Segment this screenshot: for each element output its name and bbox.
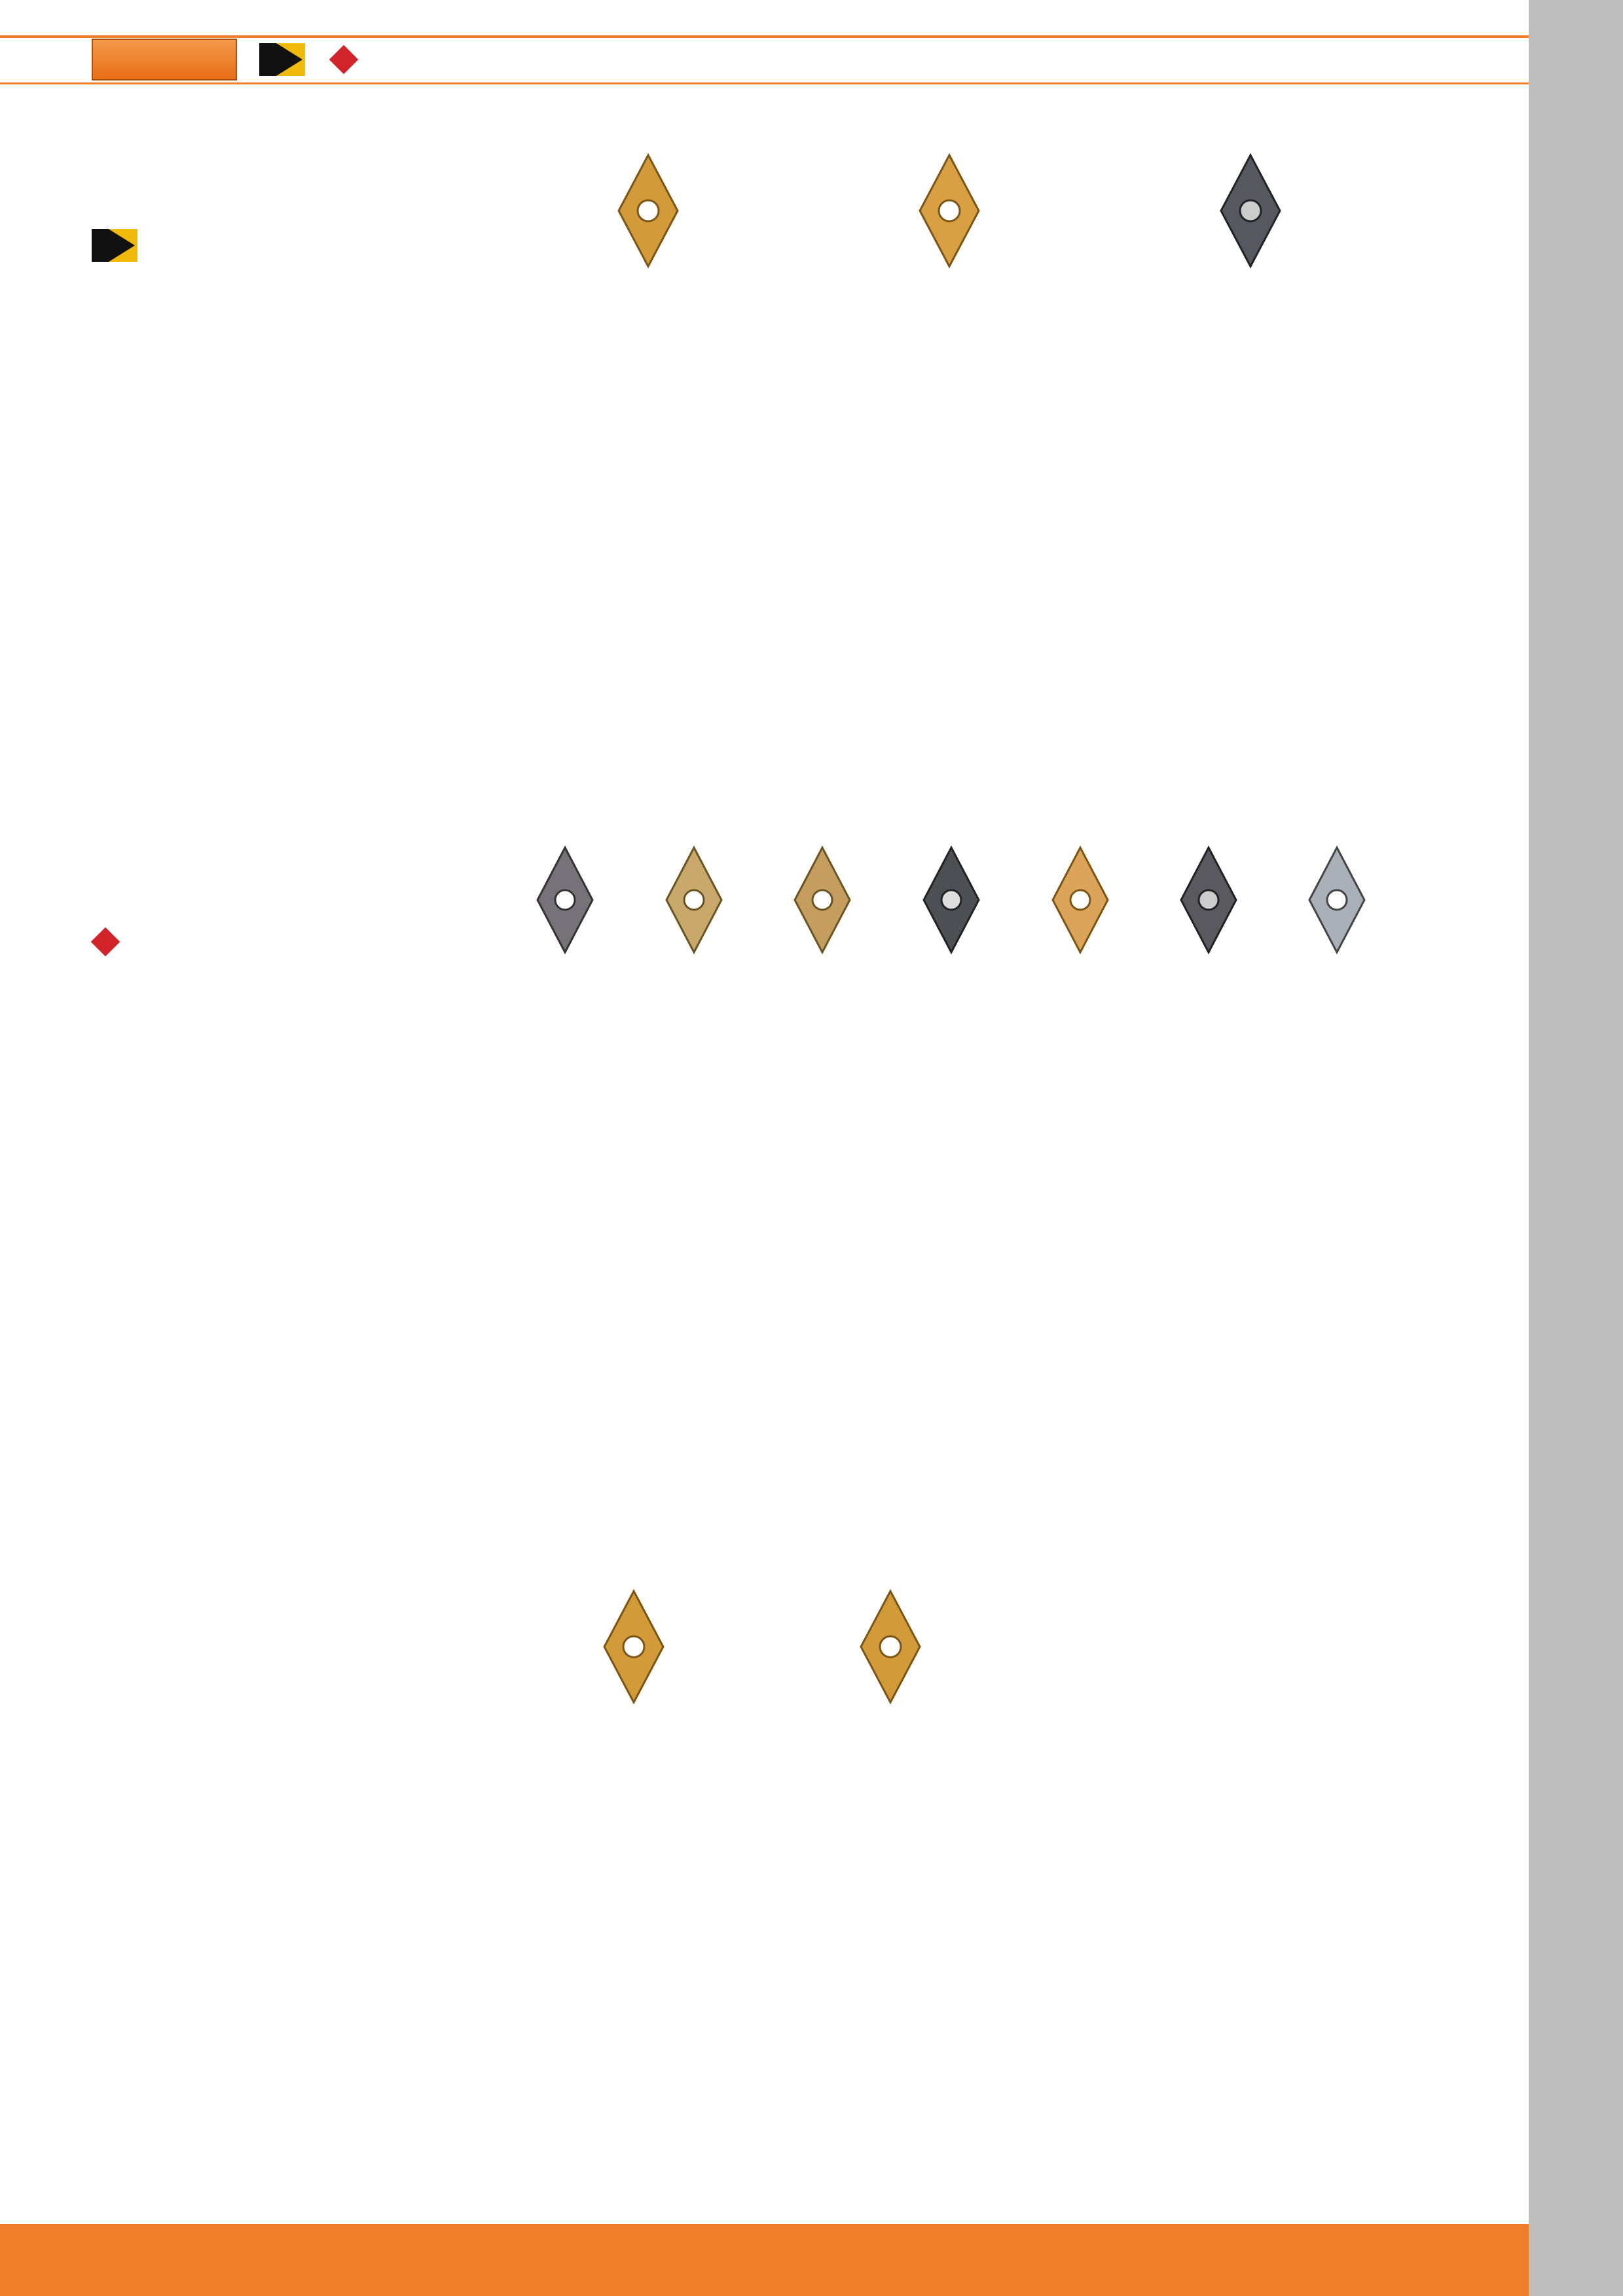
insert-image-pr1425: [920, 844, 983, 956]
chapter-sidebar: [1529, 0, 1623, 2296]
insert-image-sp4019: [1218, 152, 1283, 270]
kennametal-mark-icon: [92, 229, 137, 262]
insert-image-nl920: [917, 152, 982, 270]
garant-logo: [92, 39, 237, 81]
insert-image-pv7025: [534, 844, 596, 956]
insert-image-ca4515: [1177, 844, 1240, 956]
kyocera-logo: [330, 46, 365, 73]
page-header: [92, 38, 382, 81]
page-footer: [0, 2224, 1529, 2296]
header-rule: [0, 82, 1529, 84]
kyocera-mark-icon: [329, 45, 359, 75]
insert-image-ca510: [663, 844, 725, 956]
qr-code-icon[interactable]: [1444, 99, 1517, 173]
kyocera-mark-icon: [91, 927, 120, 957]
kennametal-mark-icon: [259, 43, 305, 76]
kyocera-brand: [92, 928, 127, 956]
insert-image-ca525: [791, 844, 854, 956]
insert-image-hbx130: [858, 1588, 923, 1706]
kennametal-logo: [259, 43, 309, 76]
insert-image-hbx020: [601, 1588, 666, 1706]
insert-image-ca6525: [1049, 844, 1112, 956]
insert-image-nl300: [615, 152, 681, 270]
insert-image-kw10: [1305, 844, 1368, 956]
kennametal-brand: [92, 229, 141, 262]
